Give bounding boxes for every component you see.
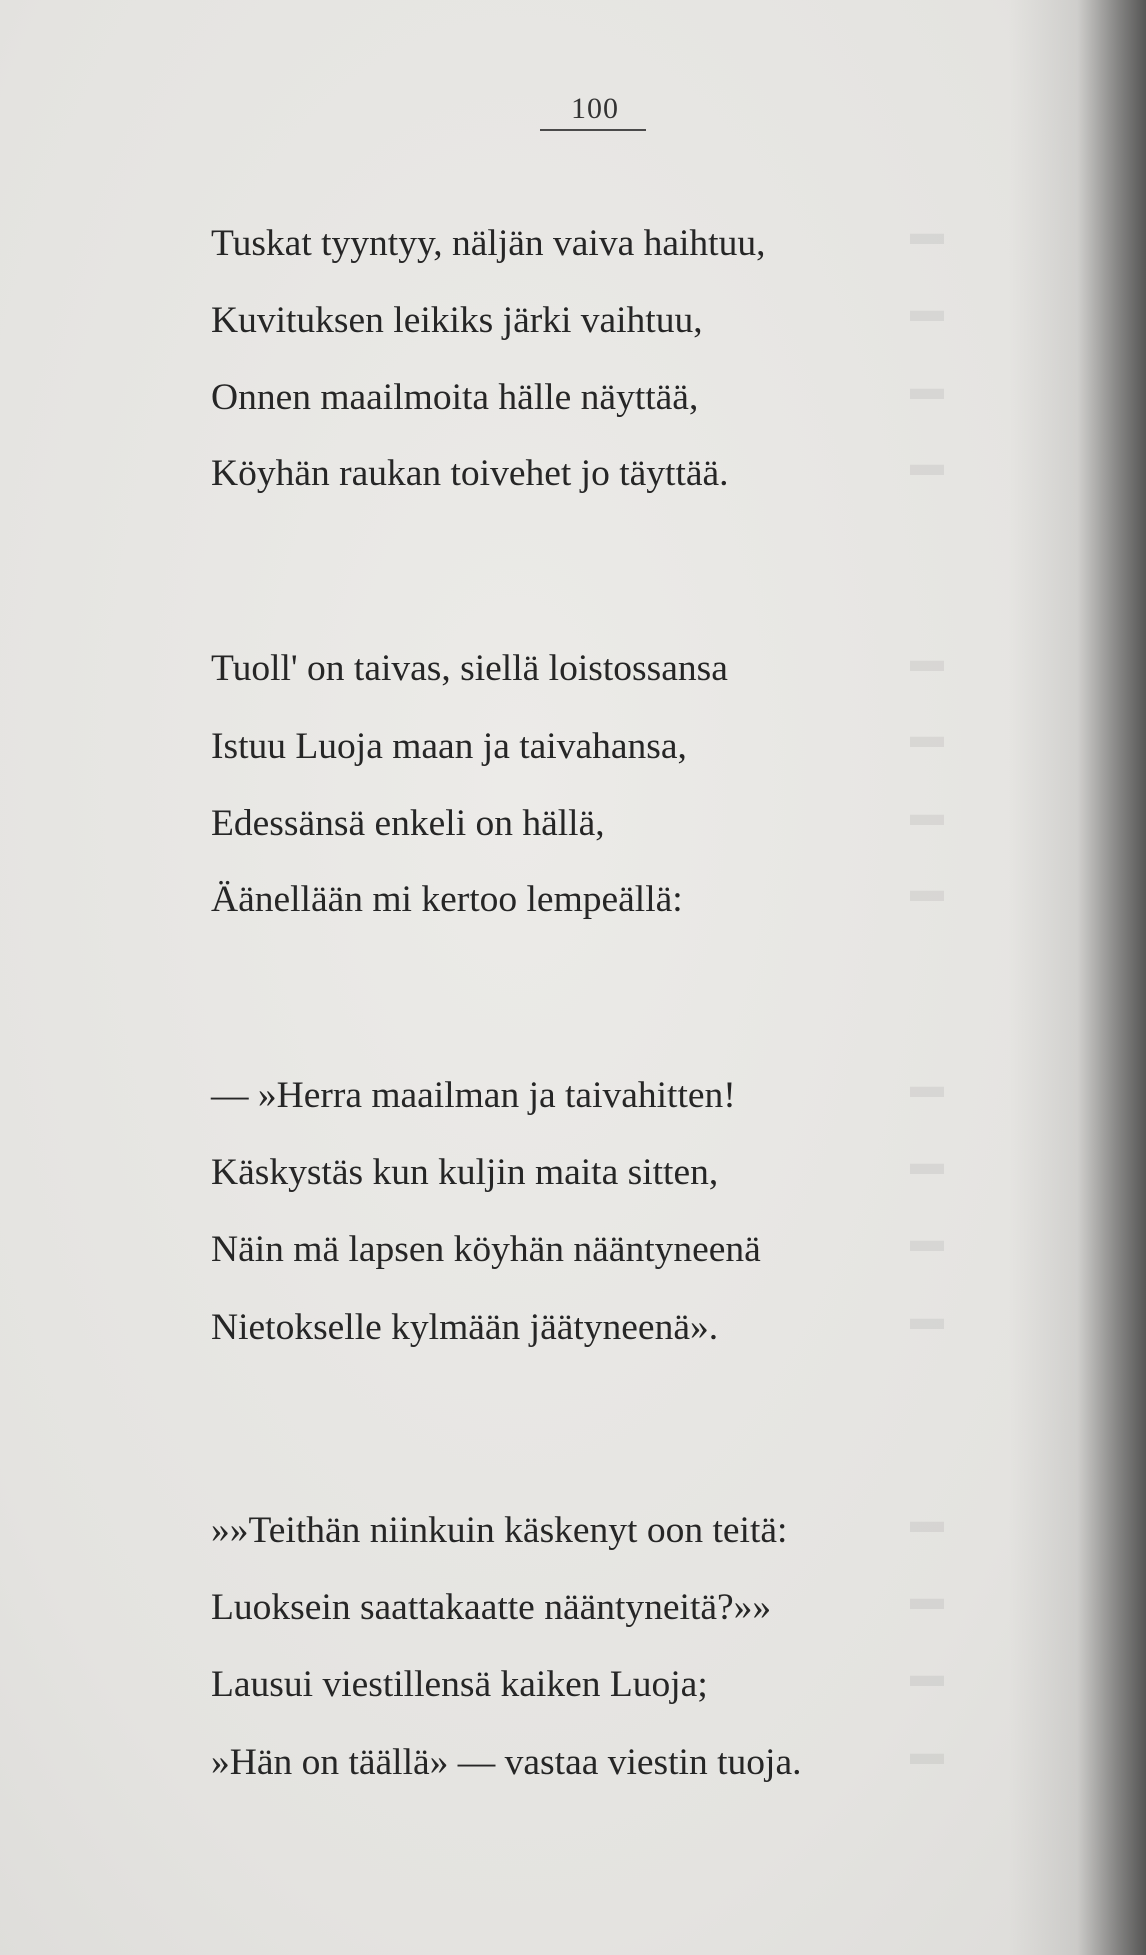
page-number-rule	[540, 129, 646, 131]
book-page: 100 Tuskat tyyntyy, näljän vaiva haihtuu, Kuvituksen leikiks järki vaihtuu, Onnen maailmoita hälle näyttää, Köyhän raukan toivehet jo täyttää. Tuoll' on taivas, siellä loistossansa Istuu Luoja maan ja taivahansa, Edessänsä enkeli on hällä, Äänellään mi kertoo lempeällä: — »Herra maailman ja taivahitten! Käskystäs kun kuljin maita sitten, Näin mä lapsen köyhän nääntyneenä Nietokselle kylmään jäätyneenä». »»Teithän niinkuin käskenyt oon teitä: Luoksein saattakaatte nääntyneitä?»» Lausui viestillensä kaiken Luoja; »Hän on täällä» — vastaa viestin tuoja. ▬ ▬ ▬ ▬ ▬ ▬ ▬ ▬ ▬ ▬ ▬ ▬ ▬ ▬ ▬ ▬	[0, 0, 1146, 1955]
poem-line: Köyhän raukan toivehet jo täyttää.	[211, 453, 729, 494]
poem-line: Edessänsä enkeli on hällä,	[211, 803, 605, 844]
poem-line: Lausui viestillensä kaiken Luoja;	[211, 1664, 708, 1705]
poem-line: Tuskat tyyntyy, näljän vaiva haihtuu,	[211, 223, 766, 264]
poem-line: — »Herra maailman ja taivahitten!	[211, 1075, 736, 1116]
poem-line: Kuvituksen leikiks järki vaihtuu,	[211, 300, 703, 341]
poem-line: Käskystäs kun kuljin maita sitten,	[211, 1152, 719, 1193]
page-number: 100	[571, 92, 619, 125]
poem-line: Luoksein saattakaatte nääntyneitä?»»	[211, 1587, 772, 1628]
poem-line: Nietokselle kylmään jäätyneenä».	[211, 1307, 719, 1348]
poem-line: Näin mä lapsen köyhän nääntyneenä	[211, 1229, 761, 1270]
poem-line: Istuu Luoja maan ja taivahansa,	[211, 726, 687, 767]
poem-line: Tuoll' on taivas, siellä loistossansa	[211, 648, 728, 689]
poem-line: Onnen maailmoita hälle näyttää,	[211, 377, 699, 418]
poem-line: Äänellään mi kertoo lempeällä:	[211, 879, 683, 920]
poem-line: »»Teithän niinkuin käskenyt oon teitä:	[211, 1510, 788, 1551]
poem-line: »Hän on täällä» — vastaa viestin tuoja.	[211, 1742, 802, 1783]
